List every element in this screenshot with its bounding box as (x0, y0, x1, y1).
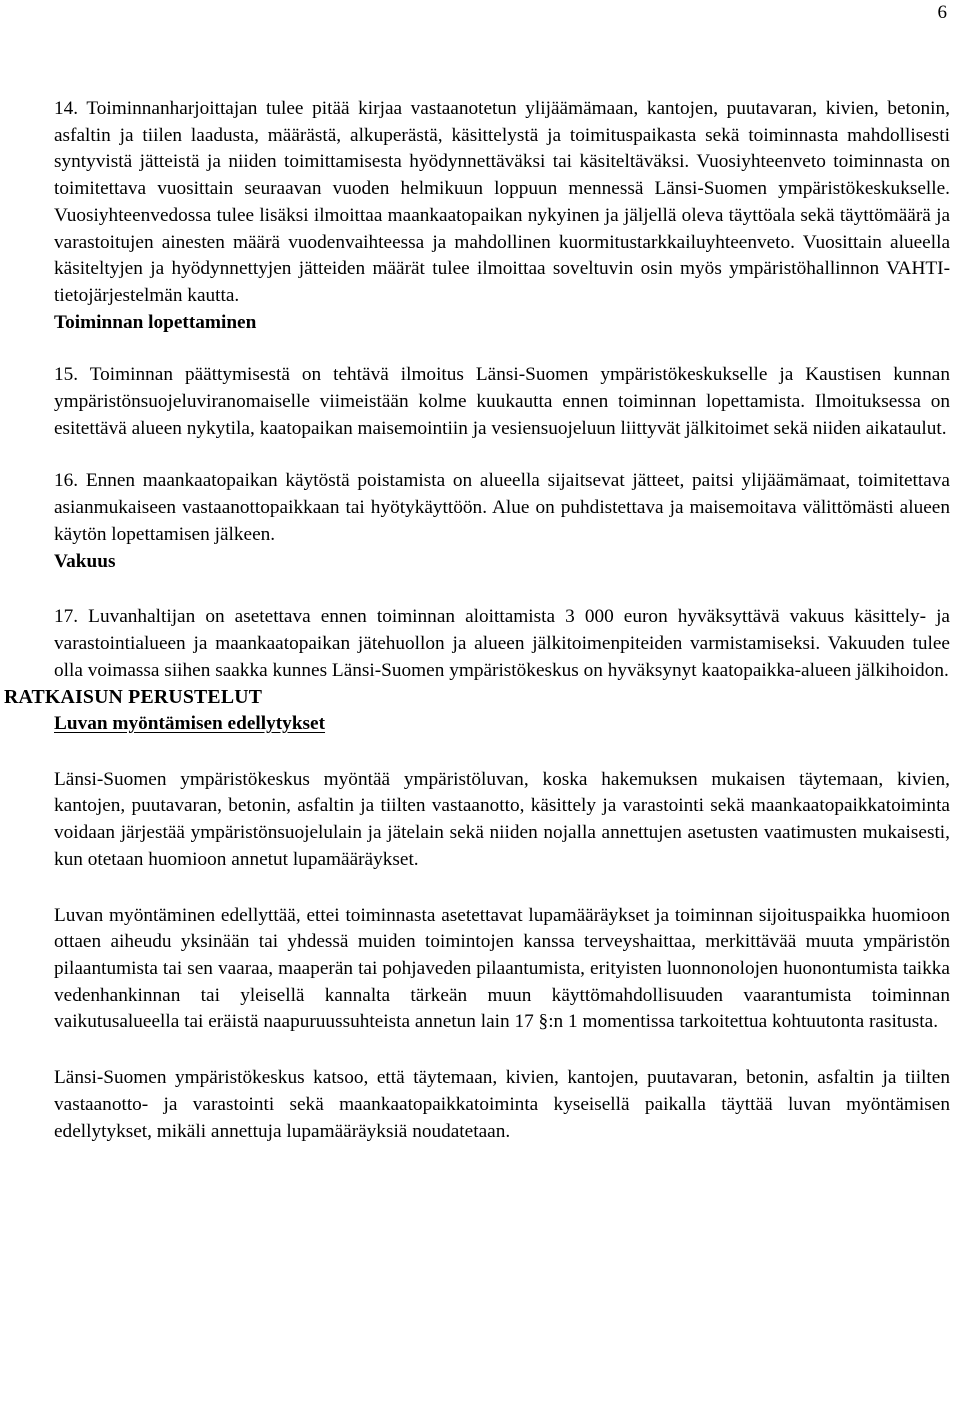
paragraph-15: 15. Toiminnan päättymisestä on tehtävä ilmoitus Länsi-Suomen ympäristökeskukselle ja Kaustisen kunnan ympäristönsuojeluviranomaiselle viimeistään kolme kuukautta ennen toiminnan lopettamista. Ilmoituksessa on esitettävä alueen nykytila, kaatopaikan maisemointiin ja vesiensuojeluun liittyvät jälkitoimet sekä niiden aikataulut. (54, 364, 950, 439)
perustelut-paragraph-3: Länsi-Suomen ympäristökeskus katsoo, että täytemaan, kivien, kantojen, puutavaran, betonin, asfaltin ja tiilten vastaanotto- ja varastointi sekä maankaatopaikkatoiminta kyseisellä paikalla täyttää luvan myöntämisen edellytykset, mikäli annettuja lupamääräyksiä noudatetaan. (54, 1067, 950, 1142)
paragraph-17: 17. Luvanhaltijan on asetettava ennen toiminnan aloittamista 3 000 euron hyväksyttävä vakuus käsittely- ja varastointialueen ja maankaatopaikan jätehuollon ja alueen jälkitoimenpiteiden varmistamiseksi. Vakuuden tulee olla voimassa siihen saakka kunnes Länsi-Suomen ympäristökeskus on hyväksynyt kaatopaikka-alueen jälkihoidon. (54, 606, 950, 681)
subheading-luvan-myontamisen-edellytykset: Luvan myöntämisen edellytykset (54, 713, 326, 735)
perustelut-paragraph-2: Luvan myöntäminen edellyttää, ettei toiminnasta asetettavat lupamääräykset ja toiminnan sijoituspaikka huomioon ottaen aiheudu yksinään tai yhdessä muiden toimintojen kanssa terveyshaittaa, merkittävää muuta ympäristön pilaantumista tai sen vaaraa, maaperän tai pohjaveden pilaantumista, erityisten luonnonolojen huonontumista taikka vedenhankinnan tai yleisellä kannalta tärkeän muun käyttömahdollisuuden vaarantumista toiminnan vaikutusalueella tai eräistä naapuruussuhteista annetun lain 17 §:n 1 momentissa tarkoitettua kohtuutonta rasitusta. (54, 904, 950, 1033)
heading-vakuus: Vakuus (54, 550, 116, 572)
paragraph-14: 14. Toiminnanharjoittajan tulee pitää kirjaa vastaanotetun ylijäämämaan, kantojen, puutavaran, kivien, betonin, asfaltin ja tiilen laadusta, määrästä, alkuperästä, käsittelystä ja toimituspaikasta sekä toiminnasta mahdollisesti syntyvistä jätteistä ja niiden toimittamisesta hyödynnettäväksi tai käsiteltäväksi. Vuosiyhteenveto toiminnasta on toimitettava vuosittain seuraavan vuoden helmikuun loppuun mennessä Länsi-Suomen ympäristökeskukselle. Vuosiyhteenvedossa tulee lisäksi ilmoittaa maankaatopaikan nykyinen ja jäljellä oleva täyttöala sekä täyttömäärä ja varastoitujen ainesten määrä vuodenvaihteessa ja mahdollinen kuormitustarkkailuyhteenveto. Vuosittain alueella käsiteltyjen ja hyödynnettyjen jätteiden määrät tulee ilmoittaa soveltuvin osin myös ympäristöhallinnon VAHTI-tietojärjestelmän kautta. (54, 98, 950, 306)
page-number: 6 (937, 2, 947, 23)
perustelut-paragraph-1: Länsi-Suomen ympäristökeskus myöntää ympäristöluvan, koska hakemuksen mukaisen täytemaan, kivien, kantojen, puutavaran, betonin, asfaltin ja tiilten vastaanotto, käsittely ja varastointi sekä maankaatopaikkatoiminta voidaan järjestää ympäristönsuojelulain ja jätelain sekä niiden nojalla annettujen asetusten vaatimusten mukaisesti, kun otetaan huomioon annetut lupamääräykset. (54, 768, 950, 870)
heading-toiminnan-lopettaminen: Toiminnan lopettaminen (54, 311, 257, 333)
section-title-ratkaisun-perustelut: RATKAISUN PERUSTELUT (4, 686, 263, 709)
paragraph-16: 16. Ennen maankaatopaikan käytöstä poistamista on alueella sijaitsevat jätteet, paitsi ylijäämämaat, toimitettava asianmukaiseen vastaanottopaikkaan tai hyötykäyttöön. Alue on puhdistettava ja maisemoitava välittömästi alueen käytön lopettamisen jälkeen. (54, 470, 950, 545)
document-body (4, 96, 950, 1145)
